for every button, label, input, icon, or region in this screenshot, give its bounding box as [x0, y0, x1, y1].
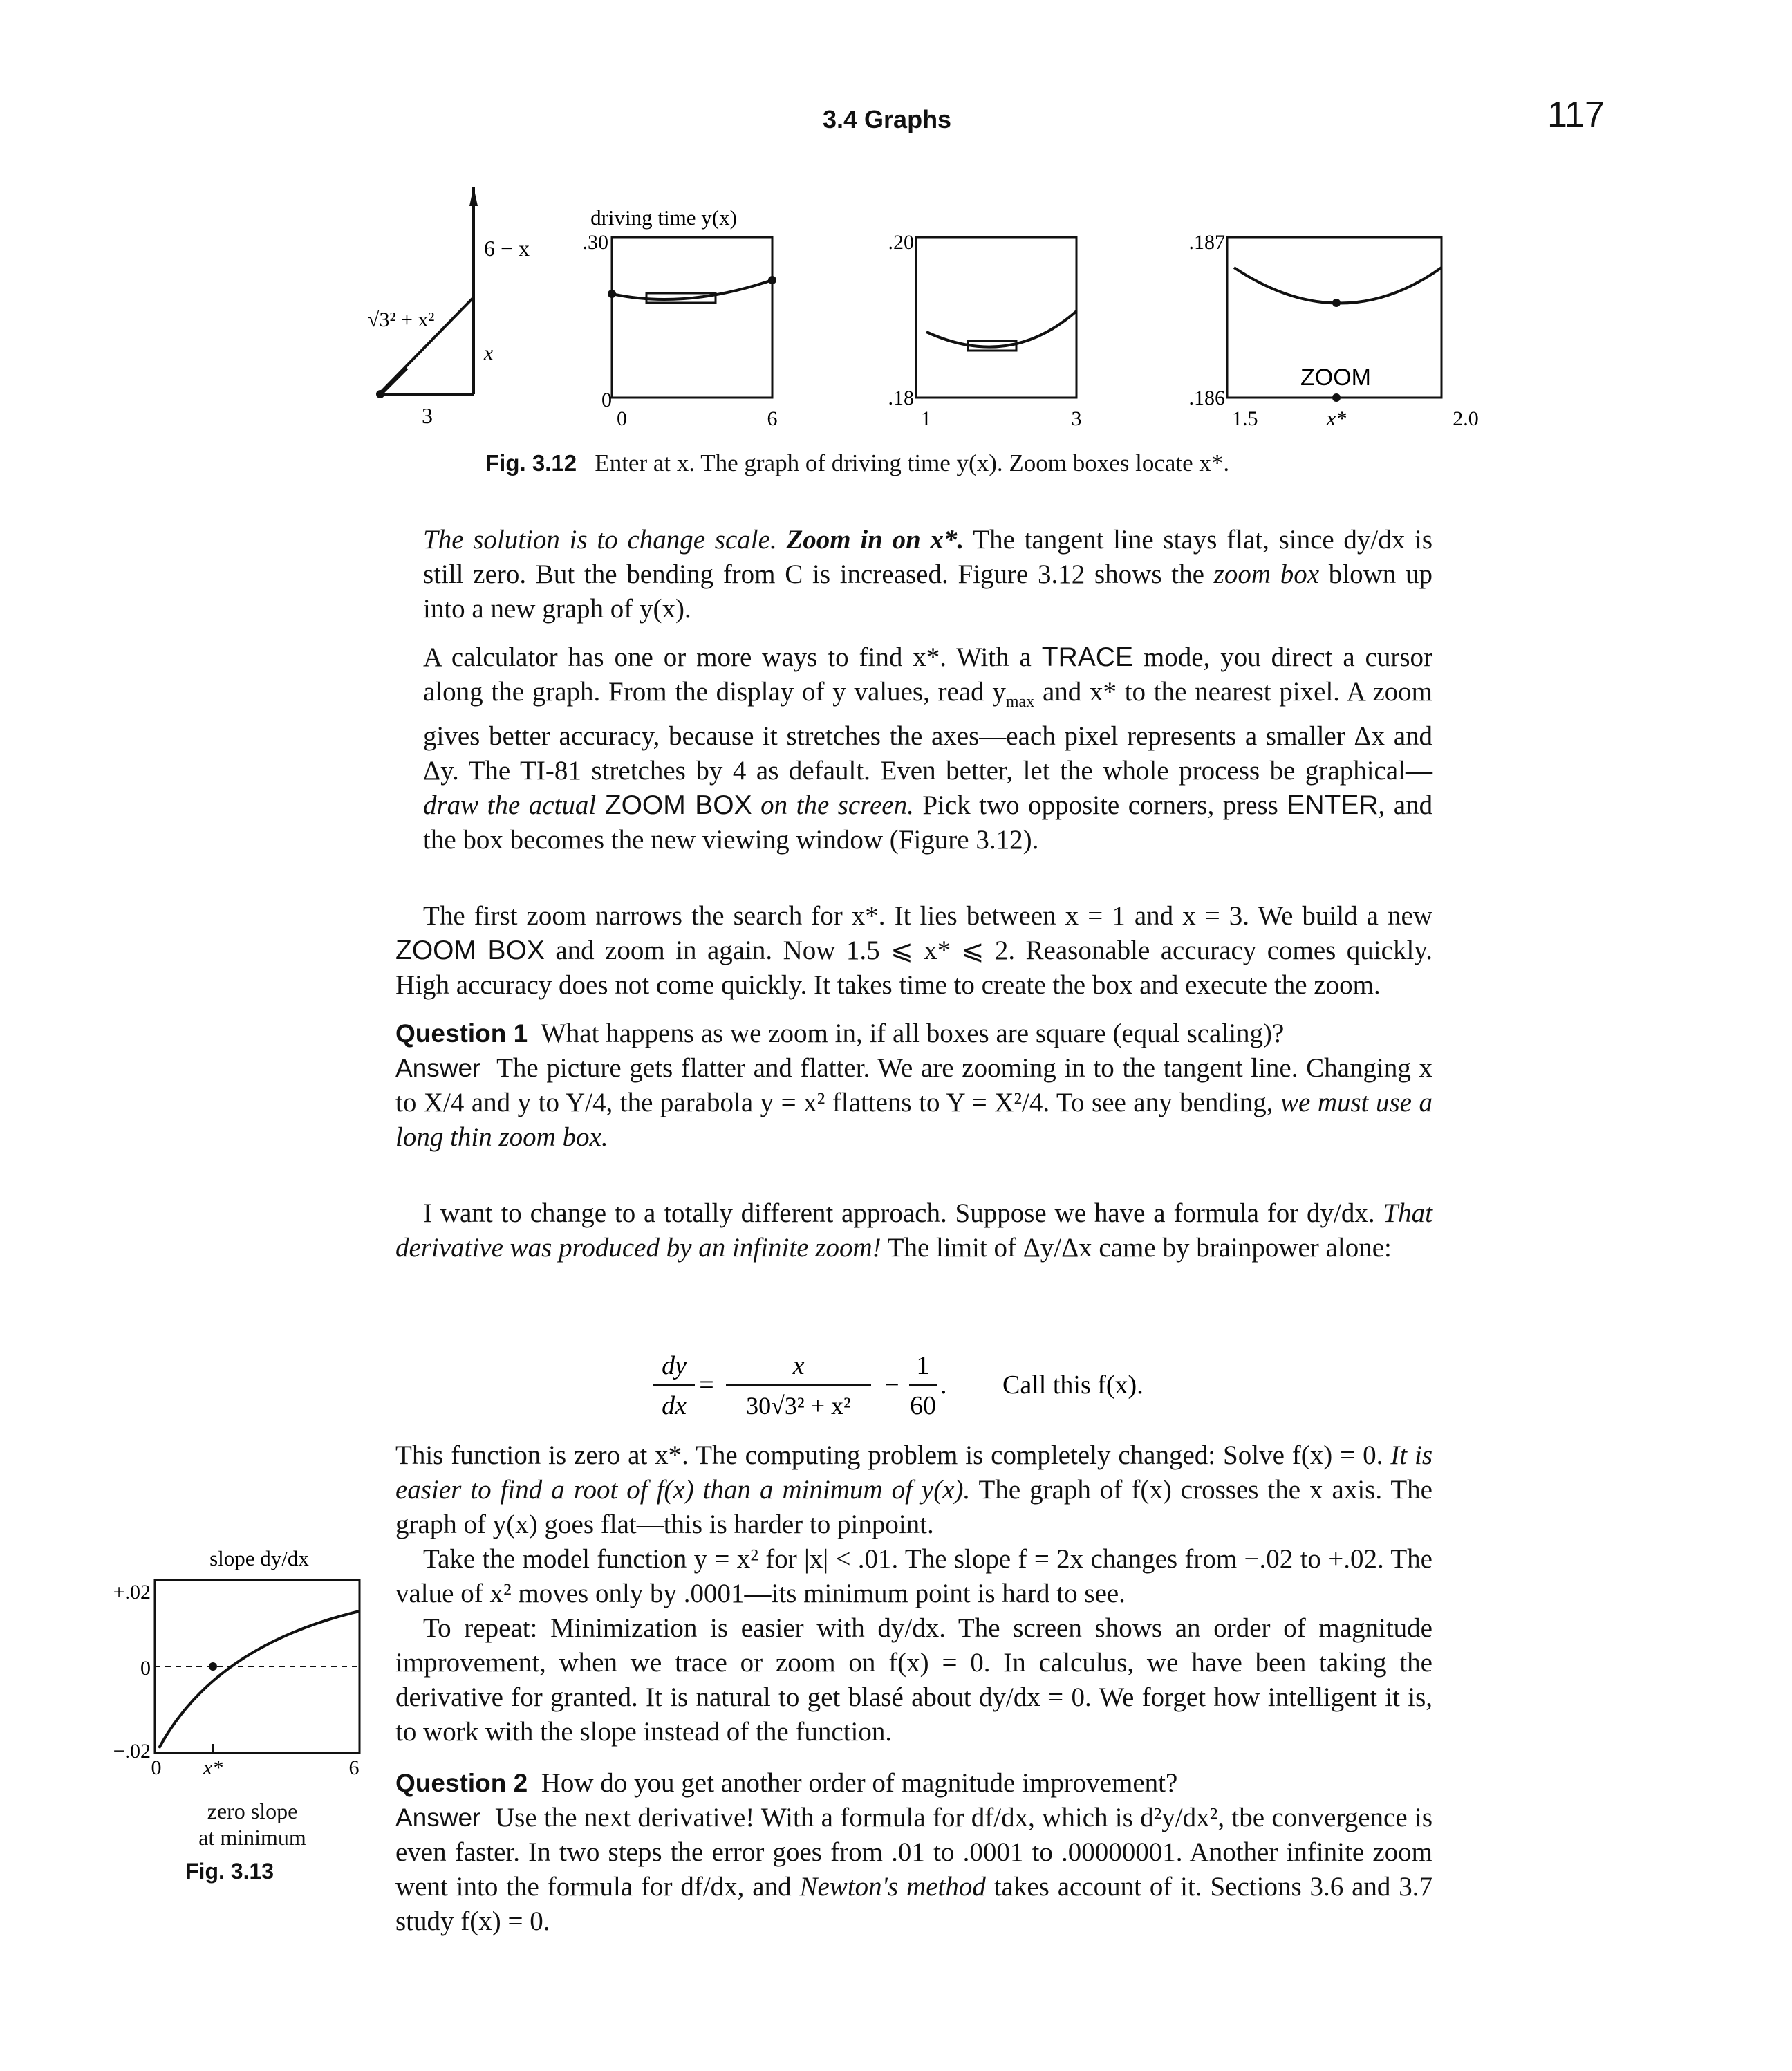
section-header: 3.4 Graphs	[823, 105, 952, 133]
panel3-x-mid: x*	[1326, 407, 1347, 430]
svg-text:60: 60	[910, 1391, 936, 1420]
triangle-base-label: 3	[422, 403, 433, 428]
panel3-curve	[1234, 268, 1441, 304]
paragraph-new-approach: I want to change to a totally different approach. Suppose we have a formula for dy/dx. That derivative was produced by an infinite zoom! The limit of Δy/Δx came by brainpower alone:	[395, 1198, 1432, 1263]
fig13-x-mid: x*	[203, 1756, 223, 1779]
svg-text:=: =	[699, 1371, 714, 1400]
svg-text:dx: dx	[662, 1391, 687, 1420]
figure-3-12-caption-text: Enter at x. The graph of driving time y(x). Zoom boxes locate x*.	[595, 449, 1230, 476]
paragraph-first-zoom: The first zoom narrows the search for x*. It lies between x = 1 and x = 3. We build a new ZOOM BOX and zoom in again. Now 1.5 ⩽ x* ⩽ 2. Reasonable accuracy comes quickly. High accuracy does not come quickly. It takes time to create the box and execute the zoom.	[395, 901, 1432, 1000]
svg-text:x: x	[792, 1351, 805, 1380]
text-lower	[395, 1438, 1432, 1939]
panel2-y-bottom: .18	[888, 387, 914, 409]
triangle-top-label: 6 − x	[484, 236, 530, 261]
panel1-x-right: 6	[767, 407, 778, 430]
text-middle	[395, 899, 1432, 1265]
svg-text:−: −	[884, 1371, 899, 1400]
fig13-slope-curve	[159, 1611, 360, 1748]
panel3-x-right: 2.0	[1453, 407, 1479, 430]
fig13-title: slope dy/dx	[209, 1546, 309, 1570]
panel3-y-bottom: .186	[1188, 387, 1225, 409]
figure-3-12-caption	[485, 449, 1229, 477]
fig13-caption: zero slope at minimum	[198, 1799, 306, 1850]
fig13-x-left: 0	[151, 1756, 162, 1779]
panel3-x-left: 1.5	[1232, 407, 1258, 430]
svg-text:1: 1	[916, 1351, 930, 1380]
paragraph-calculator: A calculator has one or more ways to find x*. With a TRACE mode, you direct a cursor along the graph. From the display of y values, read $y_{max}$ and x* to the nearest pixel. A zoom gives better accuracy, because it stretches the axes—each pixel represents a smaller Δx and Δy. The TI-81 stretches by 4 as default. Even better, let the whole process be graphical—draw the actual ZOOM BOX on the screen. Pick two opposite corners, press ENTER, and the box becomes the new viewing window (Figure 3.12).	[423, 642, 1433, 855]
panel1-title: driving time y(x)	[590, 205, 737, 230]
panel1-box	[612, 237, 772, 398]
question-2: Question 2 How do you get another order of magnitude improvement? Answer Use the next derivative! With a formula for df/dx, which is d²y/dx², tbe convergence is even faster. In two steps the error goes from .01 to .0001 to .00000001. Another infinite zoom went into the formula for df/dx, and Newton's method takes account of it. Sections 3.6 and 3.7 study f(x) = 0.	[395, 1768, 1433, 1936]
figure-3-12-label: Fig. 3.12	[485, 450, 577, 476]
svg-text:.: .	[940, 1371, 947, 1400]
panel3-y-top: .187	[1188, 231, 1225, 254]
equation-dy-dx	[650, 1345, 1175, 1428]
svg-text:Call this f(x).: Call this f(x).	[1002, 1371, 1144, 1400]
fig13-y-top: +.02	[113, 1581, 151, 1604]
fig13-box	[155, 1580, 360, 1753]
figure-3-12	[360, 173, 1493, 443]
panel1-y-bottom: 0	[601, 389, 612, 411]
panel1-x-left: 0	[617, 407, 627, 430]
panel2-y-top: .20	[888, 231, 914, 254]
paragraph-to-repeat: To repeat: Minimization is easier with dy/dx. The screen shows an order of magnitude improvement, when we trace or zoom on f(x) = 0. In calculus, we have been taking the derivative for granted. It is natural to get blasé about dy/dx = 0. We forget how intelligent it is, to work with the slope instead of the function.	[395, 1613, 1432, 1747]
svg-text:30√3² + x²: 30√3² + x²	[746, 1392, 851, 1420]
paragraph-root-vs-minimum: This function is zero at x*. The computing problem is completely changed: Solve f(x) = 0. It is easier to find a root of f(x) than a minimum of y(x). The graph of f(x) crosses the x axis. The graph of y(x) goes flat—this is harder to pinpoint.	[395, 1440, 1433, 1539]
text-upper	[423, 523, 1432, 871]
triangle-side-label: x	[484, 342, 494, 364]
fig13-x-right: 6	[348, 1756, 360, 1779]
figure-3-13	[97, 1542, 380, 1791]
page-number: 117	[1547, 95, 1605, 135]
svg-text:dy: dy	[662, 1351, 687, 1380]
fig13-label: Fig. 3.13	[185, 1859, 274, 1884]
panel2-x-right: 3	[1071, 407, 1082, 430]
panel2-box	[916, 237, 1076, 398]
question-1: Question 1 What happens as we zoom in, if all boxes are square (equal scaling)? Answer The picture gets flatter and flatter. We are zooming in to the tangent line. Changing x to X/4 and y to Y/4, the parabola y = x² flattens to Y = X²/4. To see any bending, we must use a long thin zoom box.	[395, 1019, 1433, 1152]
panel2-x-left: 1	[921, 407, 931, 430]
panel1-curve	[612, 280, 772, 299]
panel3-zoom-label: ZOOM	[1300, 364, 1371, 391]
fig13-y-mid: 0	[140, 1657, 151, 1680]
triangle-hyp-label: √3² + x²	[368, 308, 435, 331]
paragraph-zoom-solution: The solution is to change scale. Zoom in on x*. The tangent line stays flat, since dy/dx is still zero. But the bending from C is increased. Figure 3.12 shows the zoom box blown up into a new graph of y(x).	[423, 525, 1433, 624]
panel1-y-top: .30	[582, 231, 608, 254]
triangle-diagram	[376, 187, 478, 398]
fig13-y-bottom: −.02	[113, 1740, 151, 1763]
paragraph-model-function: Take the model function y = x² for |x| < .01. The slope f = 2x changes from −.02 to +.02. The value of x² moves only by .0001—its minimum point is hard to see.	[395, 1544, 1432, 1608]
